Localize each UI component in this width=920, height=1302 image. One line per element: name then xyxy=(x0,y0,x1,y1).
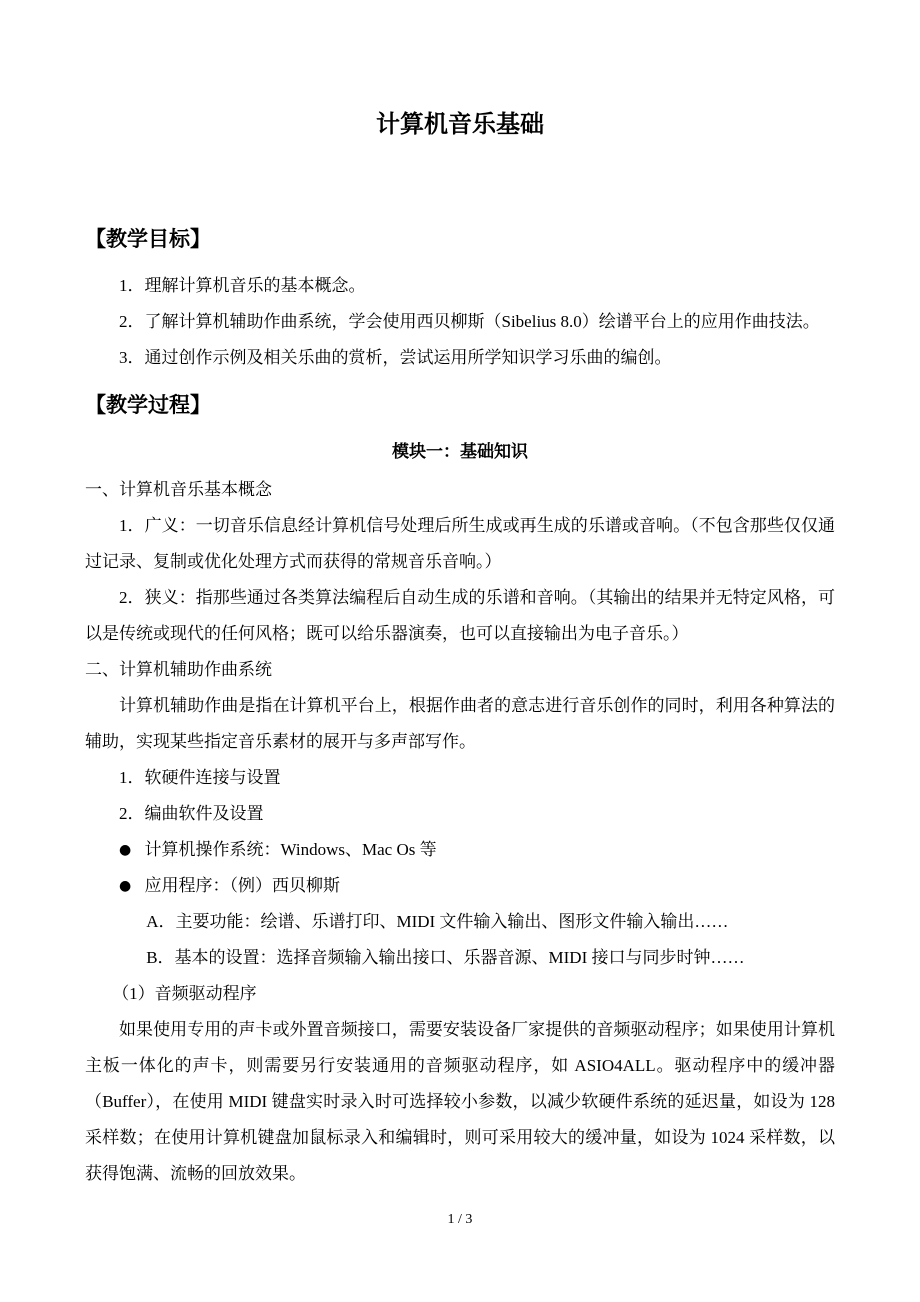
section-heading-teaching-process: 【教学过程】 xyxy=(85,394,211,417)
paragraph-cac-intro: 计算机辅助作曲是指在计算机平台上，根据作曲者的意志进行音乐创作的同时，利用各种算法的辅助，实现某些指定音乐素材的展开与多声部写作。 xyxy=(85,696,835,751)
paragraph-audio-driver-detail: 如果使用专用的声卡或外置音频接口，需要安装设备厂家提供的音频驱动程序；如果使用计算机主板一体化的声卡，则需要另行安装通用的音频驱动程序，如 ASIO4ALL。驱动程序中的缓冲器（Buffer），在使用 MIDI 键盘实时录入时可选择较小参数，以减少软硬件系统的延迟量，如设为 128 采样数；在使用计算机键盘加鼠标录入和编辑时，则可采用较大的缓冲量，如设为 1024 采样数，以获得饱满、流畅的回放效果。 xyxy=(85,1020,835,1183)
module-heading: 模块一：基础知识 xyxy=(392,442,528,461)
list-item-text: 应用程序：（例）西贝柳斯 xyxy=(144,876,341,895)
sub-heading-audio-driver: （1）音频驱动程序 xyxy=(112,984,257,1003)
topic-heading-2: 二、计算机辅助作曲系统 xyxy=(85,660,272,679)
subtopic-item-2: 2．编曲软件及设置 xyxy=(119,804,264,823)
subtopic-item-1: 1．软硬件连接与设置 xyxy=(119,768,281,787)
sub-item-a: A．主要功能：绘谱、乐谱打印、MIDI 文件输入输出、图形文件输入输出…… xyxy=(146,912,729,931)
list-item-application xyxy=(85,868,835,904)
sub-item-b: B．基本的设置：选择音频输入输出接口、乐器音源、MIDI 接口与同步时钟…… xyxy=(146,948,745,967)
page-number: 1 / 3 xyxy=(447,1212,473,1227)
list-item-text: 计算机操作系统：Windows、Mac Os 等 xyxy=(144,840,437,859)
topic-heading-1: 一、计算机音乐基本概念 xyxy=(85,480,272,499)
paragraph-narrow-definition: 2．狭义：指那些通过各类算法编程后自动生成的乐谱和音响。（其输出的结果并无特定风格，可以是传统或现代的任何风格；既可以给乐器演奏，也可以直接输出为电子音乐。） xyxy=(85,588,835,643)
list-item-os xyxy=(85,832,835,868)
bullet-icon: ● xyxy=(119,842,132,858)
bullet-icon: ● xyxy=(119,878,132,894)
section-heading-teaching-objectives: 【教学目标】 xyxy=(85,228,211,251)
objective-item-1: 1．理解计算机音乐的基本概念。 xyxy=(119,276,366,295)
objective-item-3: 3．通过创作示例及相关乐曲的赏析，尝试运用所学知识学习乐曲的编创。 xyxy=(119,348,672,367)
document-title: 计算机音乐基础 xyxy=(376,111,544,138)
paragraph-broad-definition: 1．广义：一切音乐信息经计算机信号处理后所生成或再生成的乐谱或音响。（不包含那些仅仅通过记录、复制或优化处理方式而获得的常规音乐音响。） xyxy=(85,516,835,571)
objective-item-2: 2．了解计算机辅助作曲系统，学会使用西贝柳斯（Sibelius 8.0）绘谱平台上的应用作曲技法。 xyxy=(119,312,820,331)
